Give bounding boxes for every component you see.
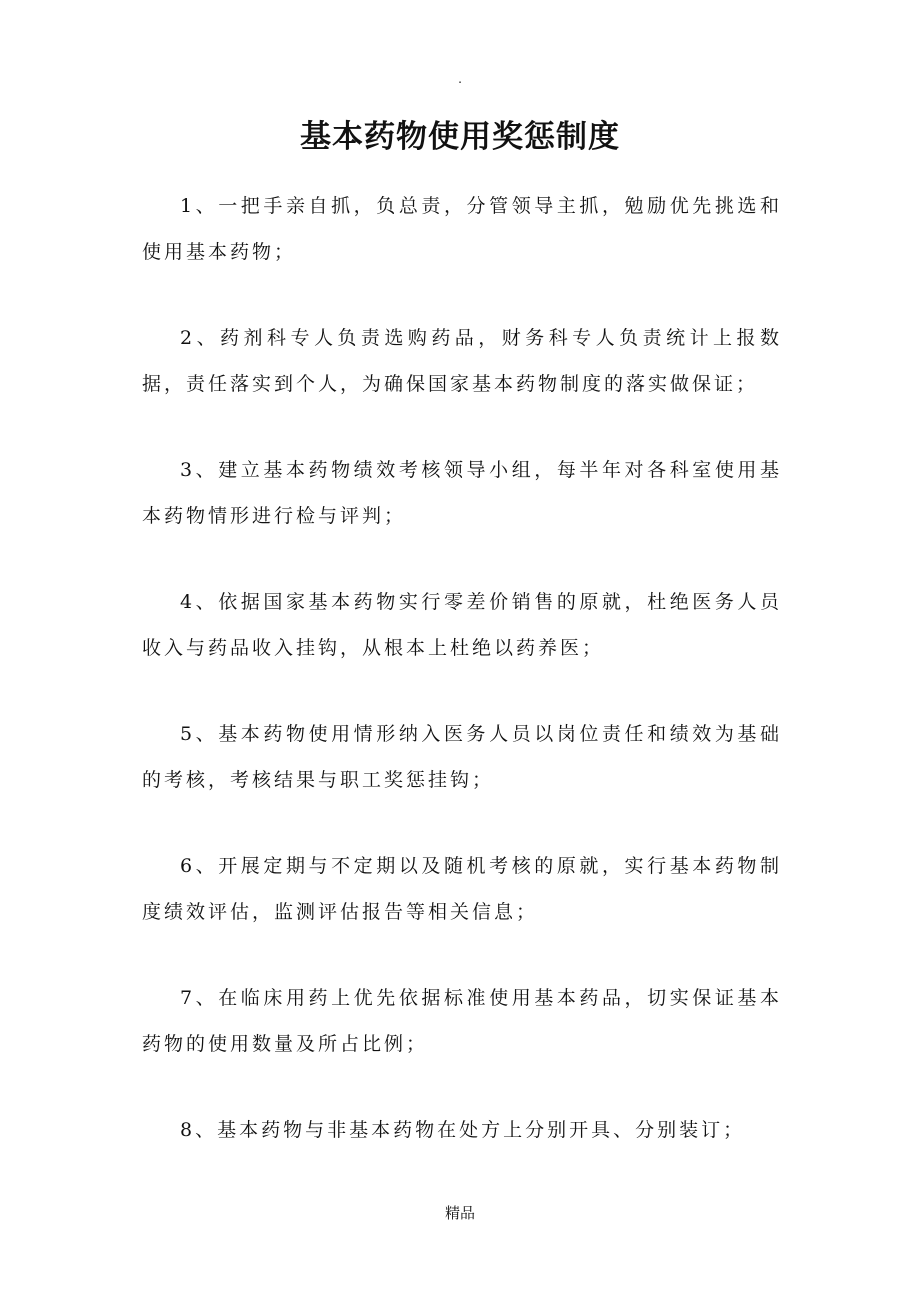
rule-item-7: 7、在临床用药上优先依据标准使用基本药品，切实保证基本药物的使用数量及所占比例； bbox=[142, 987, 782, 1055]
rule-item-6: 6、开展定期与不定期以及随机考核的原就，实行基本药物制度绩效评估，监测评估报告等相关信息； bbox=[142, 855, 782, 923]
page-footer: 精品 bbox=[444, 1204, 475, 1222]
rule-item-1: 1、一把手亲自抓，负总责，分管领导主抓，勉励优先挑选和使用基本药物； bbox=[142, 195, 782, 263]
document-title: 基本药物使用奖惩制度 bbox=[300, 119, 620, 155]
rules-list bbox=[142, 183, 782, 1193]
rule-item-5: 5、基本药物使用情形纳入医务人员以岗位责任和绩效为基础的考核，考核结果与职工奖惩挂钩； bbox=[142, 723, 782, 791]
header-mark: . bbox=[458, 72, 462, 86]
rule-item-3: 3、建立基本药物绩效考核领导小组，每半年对各科室使用基本药物情形进行检与评判； bbox=[142, 459, 782, 527]
rule-item-2: 2、药剂科专人负责选购药品，财务科专人负责统计上报数据，责任落实到个人，为确保国家基本药物制度的落实做保证； bbox=[142, 327, 782, 395]
rule-item-4: 4、依据国家基本药物实行零差价销售的原就，杜绝医务人员收入与药品收入挂钩，从根本上杜绝以药养医； bbox=[142, 591, 782, 659]
rule-item-8: 8、基本药物与非基本药物在处方上分别开具、分别装订； bbox=[180, 1119, 746, 1141]
